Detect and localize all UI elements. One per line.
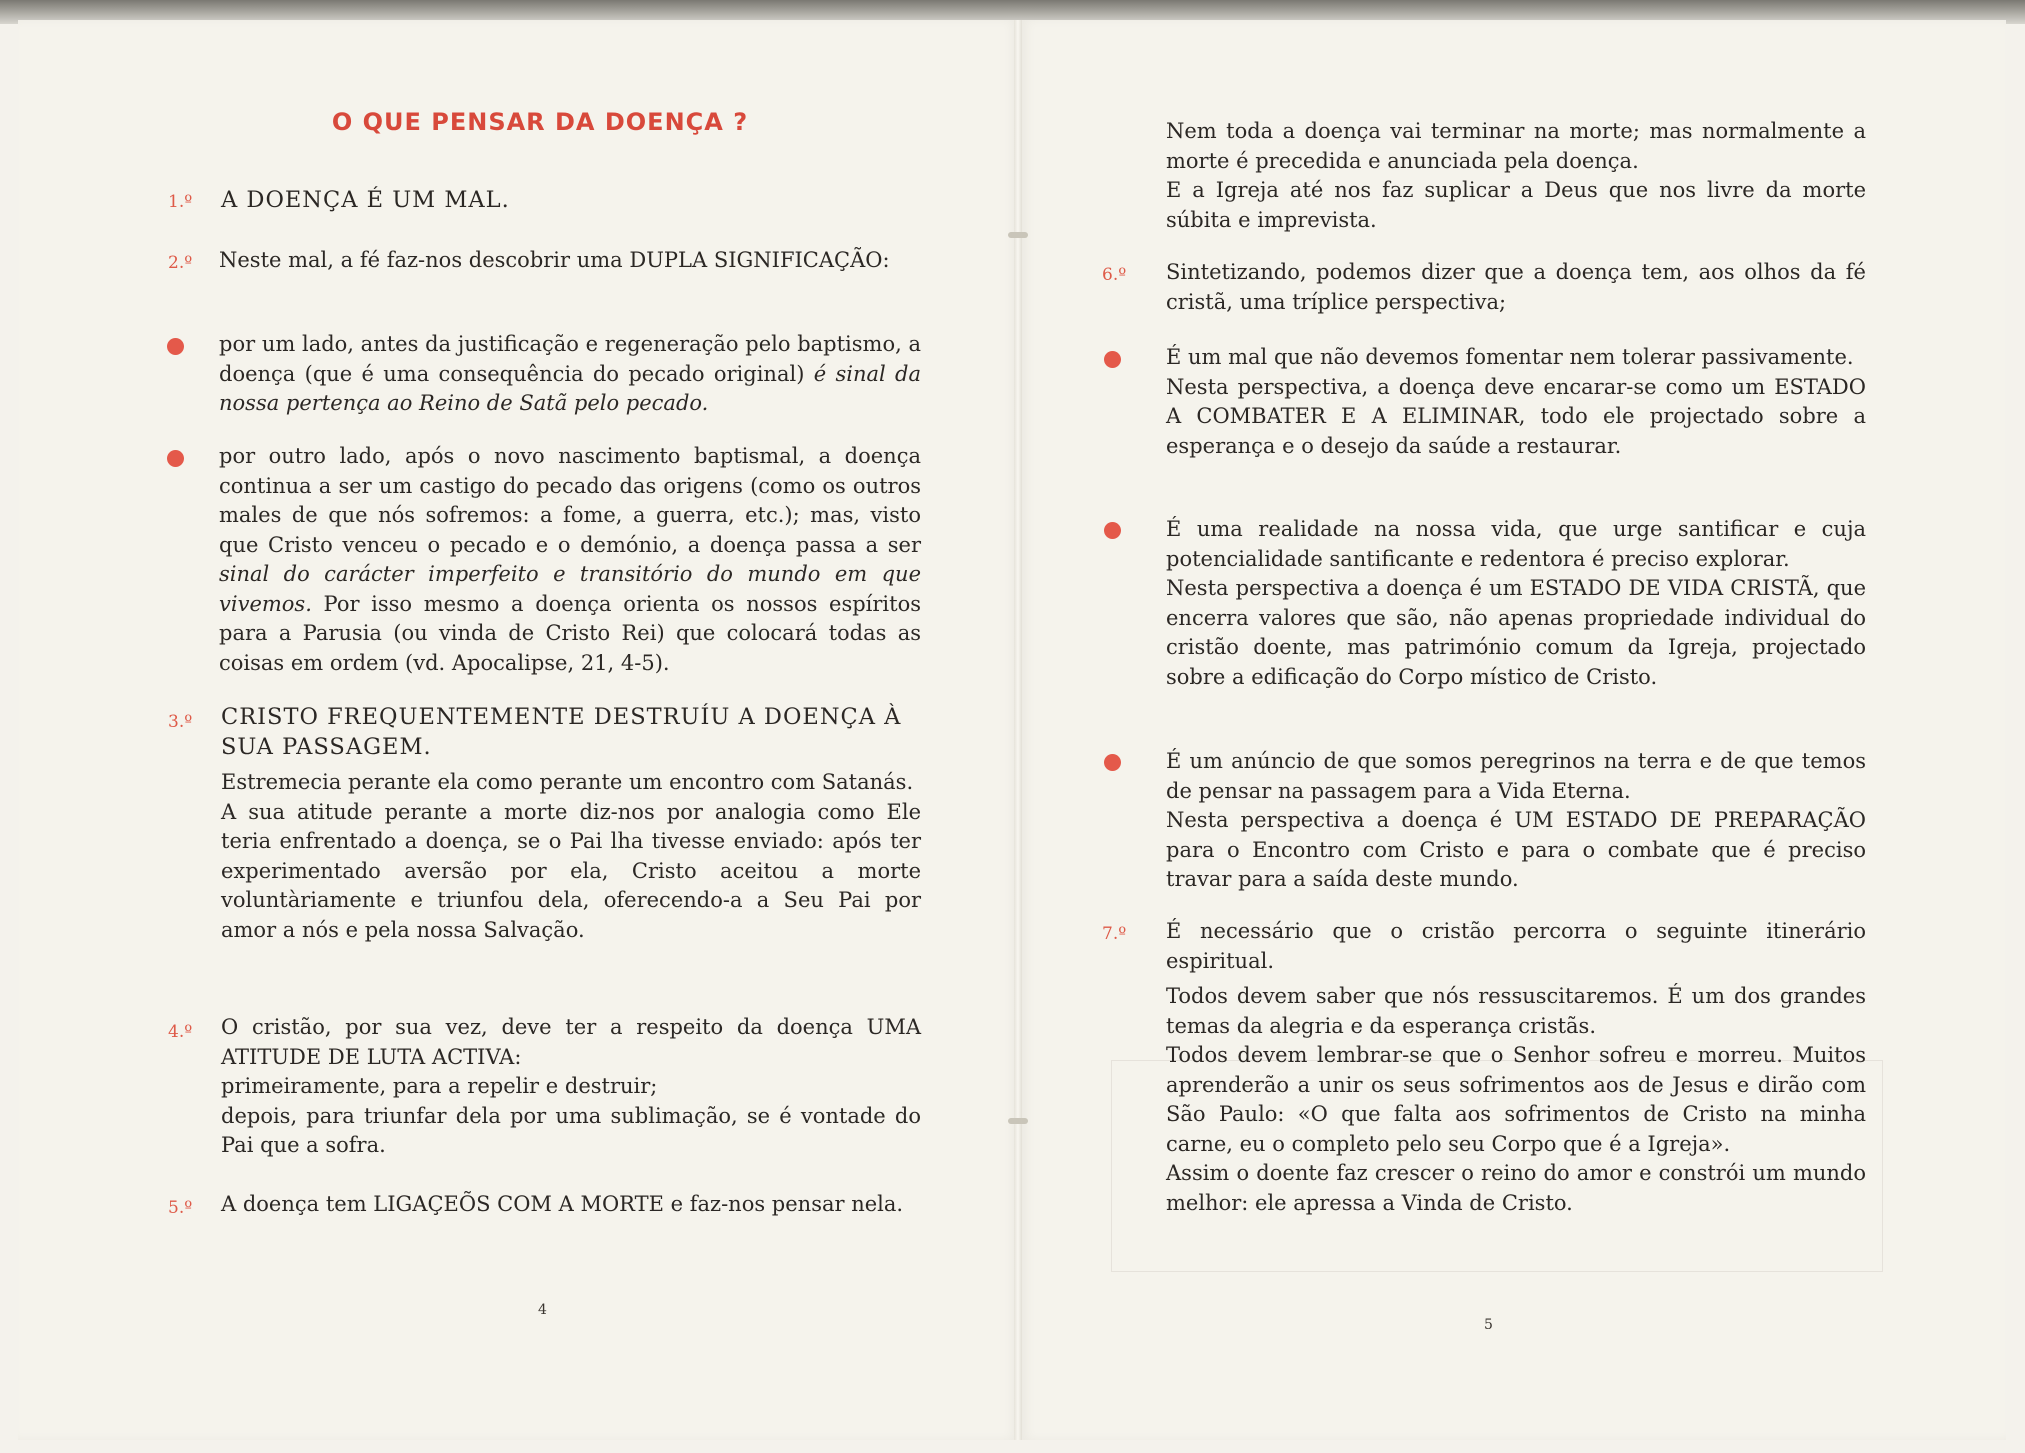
right-bullet-3 [1166,747,1866,895]
item-number: 3.º [168,712,193,732]
bullet-italic-text: é sinal da nossa pertença ao Reino de Satã pelo pecado. [219,361,921,415]
item-number: 4.º [168,1022,193,1042]
page-title: O QUE PENSAR DA DOENÇA ? [331,108,749,136]
red-bullet-icon [1104,351,1121,368]
item-7-paragraph: Todos devem saber que nós ressuscitaremos. É um dos grandes temas da alegria e da esperança cristãs. [1166,984,1866,1038]
red-bullet-icon [167,450,184,467]
bullet-paragraph: É um anúncio de que somos peregrinos na terra e de que temos de pensar na passagem para a Vida Eterna. [1166,749,1866,803]
intro-paragraph: Nem toda a doença vai terminar na morte; mas normalmente a morte é precedida e anunciada pela doença. [1166,119,1866,173]
item-1-text: A DOENÇA É UM MAL. [221,187,510,213]
bullet-text: Por isso mesmo a doença orienta os nossos espíritos para a Parusia (ou vinda de Cristo Rei) que colocará todas as coisas em ordem (vd. Apocalipse, 21, 4-5). [219,591,921,675]
intro-paragraph: E a Igreja até nos faz suplicar a Deus que nos livre da morte súbita e imprevista. [1166,178,1866,232]
item-number: 7.º [1102,924,1127,944]
item-5-text: A doença tem LIGAÇEÕS COM A MORTE e faz-nos pensar nela. [221,1192,904,1216]
right-bullet-2 [1166,515,1866,692]
item-6-text: Sintetizando, podemos dizer que a doença tem, aos olhos da fé cristã, uma tríplice perspectiva; [1166,260,1866,314]
bullet-text: por um lado, antes da justificação e regeneração pelo baptismo, a doença (que é uma consequência do pecado original) [219,332,921,386]
item-3-heading: CRISTO FREQUENTEMENTE DESTRUÍU A DOENÇA À SUA PASSAGEM. [221,704,902,760]
bullet-italic-text: sinal do carácter imperfeito e transitório do mundo em que vivemos. [219,562,921,616]
right-bullet-1 [1166,343,1866,461]
left-bullet-2 [219,442,921,678]
bullet-paragraph: Nesta perspectiva a doença é UM ESTADO DE PREPARAÇÃO para o Encontro com Cristo e para o combate que é preciso travar para a saída deste mundo. [1166,808,1866,891]
item-3-paragraph: A sua atitude perante a morte diz-nos por analogia como Ele teria enfrentado a doença, se o Pai lha tivesse enviado: após ter experimentado aversão por ela, Cristo aceitou a morte voluntàriamente e triunfou dela, oferecendo-a a Seu Pai por amor a nós e pela nossa Salvação. [221,799,921,942]
item-7-paragraph: Assim o doente faz crescer o reino do amor e constrói um mundo melhor: ele apressa a Vinda de Cristo. [1166,1161,1866,1215]
page-number: 5 [1484,1317,1493,1333]
staple-bottom [1008,1118,1028,1124]
item-number: 5.º [168,1198,193,1218]
left-bullet-1 [219,330,921,419]
bullet-paragraph: Nesta perspectiva a doença é um ESTADO DE VIDA CRISTÃ, que encerra valores que são, não apenas propriedade individual do cristão doente, mas património comum da Igreja, projectado sobre a edificação do Corpo místico de Cristo. [1166,576,1866,689]
item-7 [1166,917,1866,1218]
bullet-paragraph: É um mal que não devemos fomentar nem tolerar passivamente. [1166,345,1854,369]
bullet-text: por outro lado, após o novo nascimento baptismal, a doença continua a ser um castigo do pecado das origens (como os outros males de que nós sofremos: a fome, a guerra, etc.); mas, visto que Cristo venceu o pecado e o demónio, a doença passa a ser [219,444,921,557]
item-number: 1.º [168,192,193,212]
right-intro [1166,117,1866,235]
item-3-paragraph: Estremecia perante ela como perante um encontro com Satanás. [221,770,914,794]
red-bullet-icon [1104,754,1121,771]
item-4 [221,1013,921,1161]
item-3 [221,703,921,945]
red-bullet-icon [167,338,184,355]
red-bullet-icon [1104,522,1121,539]
item-4-text: O cristão, por sua vez, deve ter a respeito da doença UMA ATITUDE DE LUTA ACTIVA: [221,1015,921,1069]
item-number: 2.º [168,253,193,273]
page-number: 4 [538,1302,547,1318]
item-number: 6.º [1102,265,1127,285]
item-4-line: primeiramente, para a repelir e destruir; [221,1074,658,1098]
staple-top [1008,232,1028,238]
item-7-paragraph: Todos devem lembrar-se que o Senhor sofreu e morreu. Muitos aprenderão a unir os seus sofrimentos aos de Jesus e dirão com São Paulo: «O que falta aos sofrimentos de Cristo na minha carne, eu o completo pelo seu Corpo que é a Igreja». [1166,1043,1866,1156]
item-7-text: É necessário que o cristão percorra o seguinte itinerário espiritual. [1166,919,1866,973]
bullet-paragraph: Nesta perspectiva, a doença deve encarar-se como um ESTADO A COMBATER E A ELIMINAR, todo ele projectado sobre a esperança e o desejo da saúde a restaurar. [1166,374,1866,458]
bullet-paragraph: É uma realidade na nossa vida, que urge santificar e cuja potencialidade santificante e redentora é preciso explorar. [1166,517,1866,571]
item-2-text: Neste mal, a fé faz-nos descobrir uma DUPLA SIGNIFICAÇÃO: [219,248,890,272]
item-4-line: depois, para triunfar dela por uma sublimação, se é vontade do Pai que a sofra. [221,1103,921,1157]
